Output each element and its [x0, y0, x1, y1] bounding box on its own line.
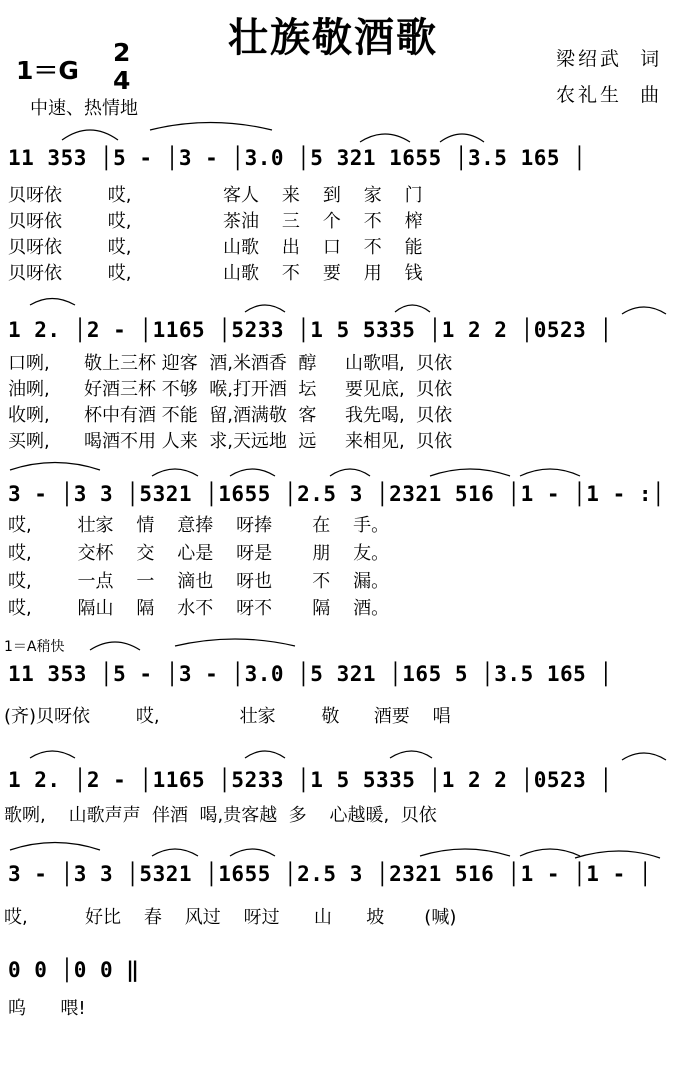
lyric-line-1-4: 贝呀依 哎, 山歌 不 要 用 钱 — [8, 263, 423, 284]
slur-mark — [230, 469, 275, 476]
lyric-line-3-2: 哎, 交杯 交 心是 呀是 朋 友。 — [8, 543, 390, 564]
time-signature-bottom: 4 — [113, 66, 131, 95]
slur-mark — [10, 843, 100, 851]
composer-credit: 农礼生 曲 — [556, 84, 663, 106]
slur-mark — [10, 463, 100, 471]
slur-mark — [390, 751, 432, 758]
slur-mark — [62, 130, 118, 140]
song-title: 壮族敬酒歌 — [228, 15, 438, 61]
notation-line-1: 11 353 │5 - │3 - │3.0 │5 321 1655 │3.5 165 │ — [8, 146, 587, 170]
key-signature: 1＝G — [16, 56, 79, 85]
slur-mark — [622, 753, 666, 760]
lyric-line-3-4: 哎, 隔山 隔 水不 呀不 隔 酒。 — [8, 598, 390, 619]
slur-mark — [395, 305, 430, 312]
slur-mark — [90, 642, 140, 650]
slur-mark — [622, 307, 666, 314]
slur-mark — [150, 123, 272, 131]
lyric-line-7-1: 呜 喂! — [8, 998, 86, 1019]
slur-mark — [420, 849, 510, 856]
slur-mark — [520, 469, 580, 476]
slur-mark — [330, 469, 370, 476]
slur-mark — [152, 849, 198, 856]
lyricist-credit: 梁绍武 词 — [556, 48, 663, 70]
tempo-marking: 中速、热情地 — [30, 98, 138, 119]
lyric-line-3-3: 哎, 一点 一 滴也 呀也 不 漏。 — [8, 571, 390, 592]
lyric-line-1-1: 贝呀依 哎, 客人 来 到 家 门 — [8, 185, 423, 206]
slur-mark — [175, 639, 295, 646]
lyric-line-3-1: 哎, 壮家 情 意捧 呀捧 在 手。 — [8, 515, 390, 536]
slur-mark — [30, 299, 75, 306]
notation-line-2: 1 2. │2 - │1165 │5233 │1 5 5335 │1 2 2 │0523 │ — [8, 318, 613, 342]
lyric-line-2-4: 买咧, 喝酒不用 人来 求,天远地 远 来相见, 贝依 — [8, 431, 453, 452]
lyric-line-2-3: 收咧, 杯中有酒 不能 留,酒满敬 客 我先喝, 贝依 — [8, 405, 453, 426]
slur-mark — [30, 751, 75, 758]
lyric-line-6-1: 哎, 好比 春 风过 呀过 山 坡 (喊) — [4, 907, 457, 928]
slur-mark — [245, 751, 285, 758]
slur-mark — [440, 134, 484, 142]
slur-mark — [430, 469, 510, 476]
notation-line-6: 3 - │3 3 │5321 │1655 │2.5 3 │2321 516 │1 - │1 - │ — [8, 862, 653, 886]
lyric-line-1-3: 贝呀依 哎, 山歌 出 口 不 能 — [8, 237, 423, 258]
key-change-marker: 1＝A稍快 — [4, 639, 65, 655]
lyric-line-5-1: 歌咧, 山歌声声 伴酒 喝,贵客越 多 心越暖, 贝依 — [4, 805, 437, 826]
lyric-line-4-1: (齐)贝呀依 哎, 壮家 敬 酒要 唱 — [4, 706, 451, 727]
lyric-line-2-2: 油咧, 好酒三杯 不够 喉,打开酒 坛 要见底, 贝依 — [8, 379, 453, 400]
slur-mark — [360, 134, 410, 142]
slur-mark — [520, 849, 580, 856]
lyric-line-2-1: 口咧, 敬上三杯 迎客 酒,米酒香 醇 山歌唱, 贝依 — [8, 353, 453, 374]
notation-line-4: 11 353 │5 - │3 - │3.0 │5 321 │165 5 │3.5 165 │ — [8, 662, 613, 686]
slur-mark — [152, 469, 198, 476]
slur-mark — [230, 849, 275, 856]
notation-line-3: 3 - │3 3 │5321 │1655 │2.5 3 │2321 516 │1 - │1 - :│ — [8, 482, 666, 506]
lyric-line-1-2: 贝呀依 哎, 茶油 三 个 不 榨 — [8, 211, 423, 232]
slur-mark — [245, 305, 285, 312]
slur-mark — [575, 851, 660, 858]
notation-line-5: 1 2. │2 - │1165 │5233 │1 5 5335 │1 2 2 │0523 │ — [8, 768, 613, 792]
notation-line-7: 0 0 │0 0 ‖ — [8, 958, 140, 982]
time-signature-top: 2 — [113, 38, 131, 67]
